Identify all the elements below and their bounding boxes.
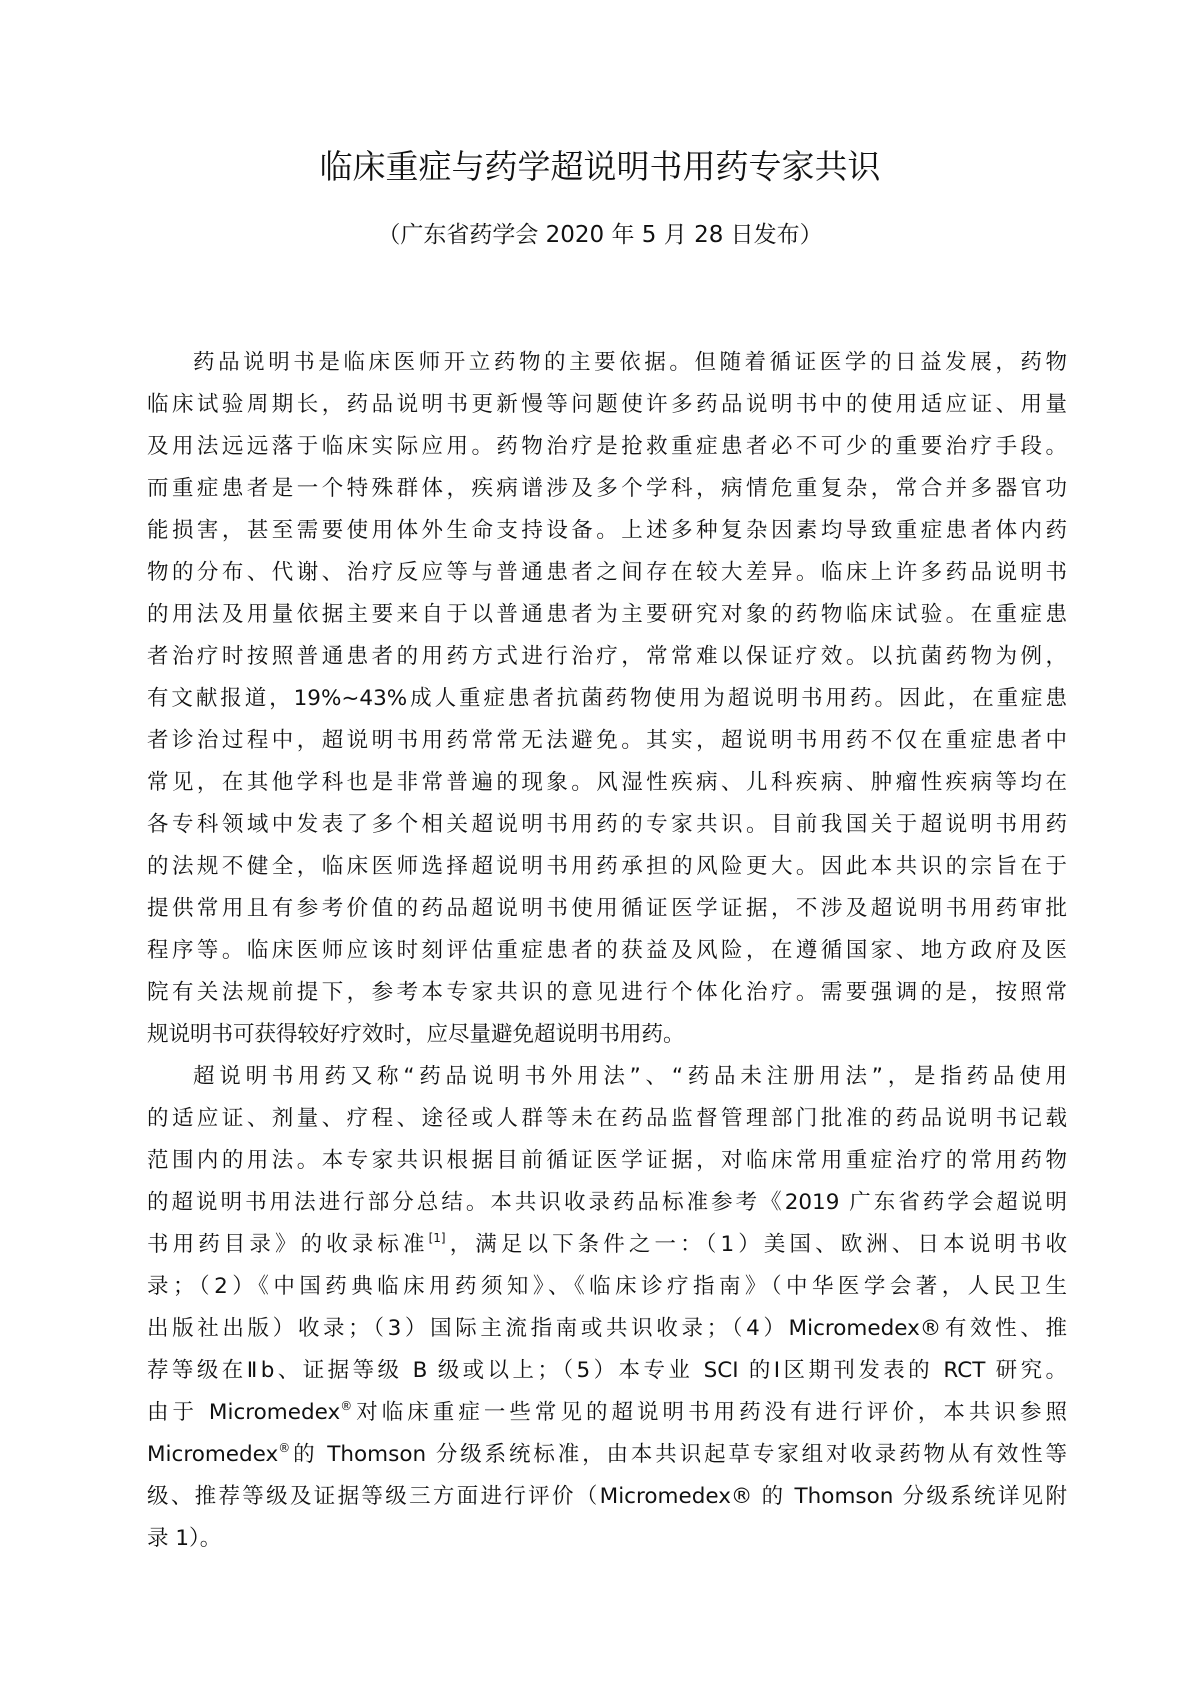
text-line: 者诊治过程中，超说明书用药常常无法避免。其实，超说明书用药不仅在重症患者中	[147, 728, 1067, 753]
text-line: 的用法及用量依据主要来自于以普通患者为主要研究对象的药物临床试验。在重症患	[147, 602, 1067, 627]
text-line: 录 1）。	[147, 1526, 222, 1551]
paragraph-2	[147, 1056, 1067, 1560]
text-line: 物的分布、代谢、治疗反应等与普通患者之间存在较大差异。临床上许多药品说明书	[147, 560, 1067, 585]
text-line: 超说明书用药又称“药品说明书外用法”、“药品未注册用法”，是指药品使用	[193, 1064, 1067, 1089]
registered-mark: ®	[340, 1399, 353, 1413]
citation-ref: [1]	[428, 1231, 446, 1245]
paragraph-1	[147, 342, 1067, 1056]
text-line: 的适应证、剂量、疗程、途径或人群等未在药品监督管理部门批准的药品说明书记载	[147, 1106, 1067, 1131]
text-line-with-mark	[147, 1392, 1067, 1434]
text-line: 有文献报道，19%~43%成人重症患者抗菌药物使用为超说明书用药。因此，在重症患	[147, 686, 1067, 711]
text-line: 提供常用且有参考价值的药品超说明书使用循证医学证据，不涉及超说明书用药审批	[147, 896, 1067, 921]
text-segment: 对临床重症一些常见的超说明书用药没有进行评价，本共识参照	[352, 1400, 1067, 1425]
text-line: 级、推荐等级及证据等级三方面进行评价（Micromedex® 的 Thomson 分级系统详见附	[147, 1484, 1067, 1509]
text-line: 药品说明书是临床医师开立药物的主要依据。但随着循证医学的日益发展，药物	[193, 350, 1067, 375]
text-line: 各专科领域中发表了多个相关超说明书用药的专家共识。目前我国关于超说明书用药	[147, 812, 1067, 837]
text-line: 而重症患者是一个特殊群体，疾病谱涉及多个学科，病情危重复杂，常合并多器官功	[147, 476, 1067, 501]
text-line-with-citation	[147, 1224, 1067, 1266]
text-line: 程序等。临床医师应该时刻评估重症患者的获益及风险，在遵循国家、地方政府及医	[147, 938, 1067, 963]
text-segment: 由于 Micromedex	[147, 1400, 341, 1425]
text-segment: ，满足以下条件之一：（1）美国、欧洲、日本说明书收	[445, 1232, 1067, 1257]
text-segment: 的 Thomson 分级系统标准，由本共识起草专家组对收录药物从有效性等	[290, 1442, 1067, 1467]
text-line: 临床试验周期长，药品说明书更新慢等问题使许多药品说明书中的使用适应证、用量	[147, 392, 1067, 417]
text-line: 录；（2）《中国药典临床用药须知》、《临床诊疗指南》（中华医学会著，人民卫生	[147, 1274, 1067, 1299]
text-segment: Micromedex	[147, 1442, 279, 1467]
text-line: 能损害，甚至需要使用体外生命支持设备。上述多种复杂因素均导致重症患者体内药	[147, 518, 1067, 543]
text-line: 的超说明书用法进行部分总结。本共识收录药品标准参考《2019 广东省药学会超说明	[147, 1190, 1067, 1215]
text-line: 规说明书可获得较好疗效时，应尽量避免超说明书用药。	[147, 1022, 685, 1047]
registered-mark: ®	[278, 1441, 291, 1455]
document-subtitle: （广东省药学会 2020 年 5 月 28 日发布）	[377, 222, 823, 248]
text-line: 常见，在其他学科也是非常普遍的现象。风湿性疾病、儿科疾病、肿瘤性疾病等均在	[147, 770, 1067, 795]
text-line: 者治疗时按照普通患者的用药方式进行治疗，常常难以保证疗效。以抗菌药物为例，	[147, 644, 1067, 669]
text-line: 范围内的用法。本专家共识根据目前循证医学证据，对临床常用重症治疗的常用药物	[147, 1148, 1067, 1173]
text-line: 院有关法规前提下，参考本专家共识的意见进行个体化治疗。需要强调的是，按照常	[147, 980, 1067, 1005]
text-line: 的法规不健全，临床医师选择超说明书用药承担的风险更大。因此本共识的宗旨在于	[147, 854, 1067, 879]
text-line-with-mark	[147, 1434, 1067, 1476]
text-segment: 书用药目录》的收录标准	[147, 1232, 429, 1257]
text-line: 及用法远远落于临床实际应用。药物治疗是抢救重症患者必不可少的重要治疗手段。	[147, 434, 1067, 459]
text-line: 荐等级在Ⅱb、证据等级 B 级或以上；（5）本专业 SCI 的Ⅰ区期刊发表的 RCT 研究。	[147, 1358, 1067, 1383]
document-title: 临床重症与药学超说明书用药专家共识	[319, 147, 881, 186]
document-body	[147, 342, 1067, 1560]
text-line: 出版社出版）收录；（3）国际主流指南或共识收录；（4）Micromedex®有效性、推	[147, 1316, 1067, 1341]
